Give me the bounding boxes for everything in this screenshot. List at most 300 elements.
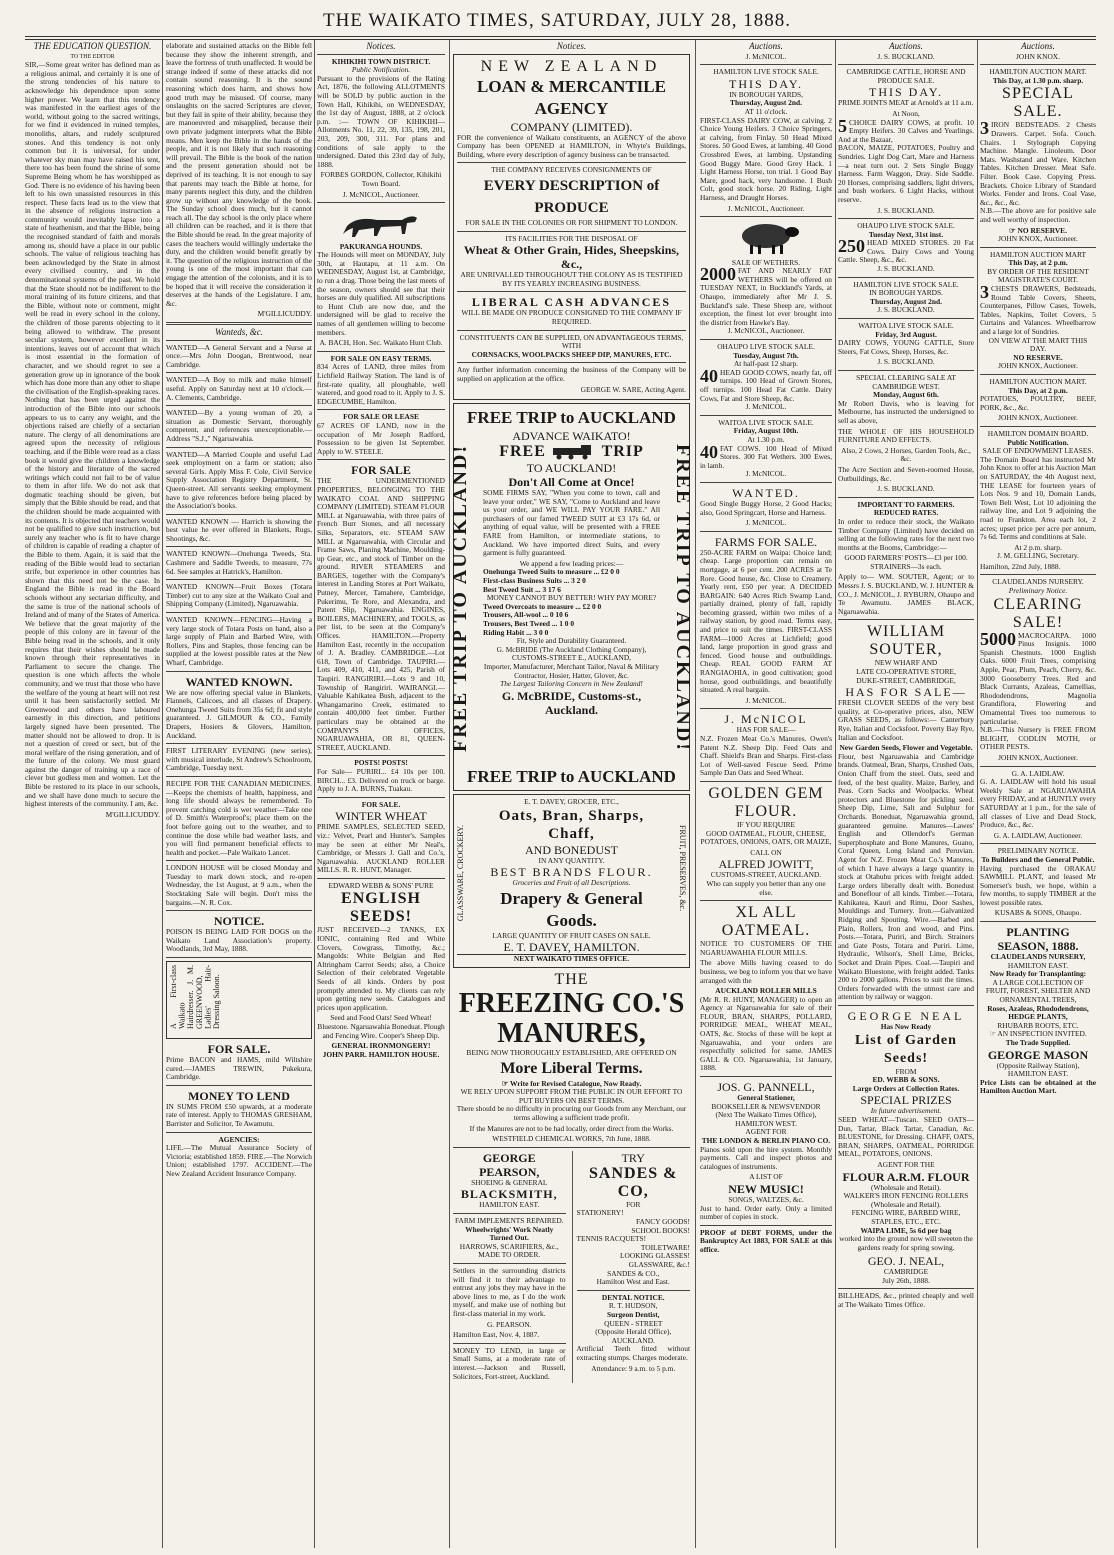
ad-heading: FLOUR A.R.M. FLOUR [842,1169,970,1184]
ad-hairdresser-text: A First-class Waikato Hairdresser. J. M. GREENWOOD, Ladies' Hair-Dressing Saloon. [169,965,221,1030]
ad-heading: EDWARD WEBB & SONS' PURE [328,880,434,890]
ad-signature: G. A. LAIDLAW, Auctioneer. [993,830,1083,840]
ad-wanted: WANTED—A Boy to milk and make himself useful. Apply on Saturday next at 10 o'clock.—A. Clements, Cambridge. [166,375,312,402]
ad-text: Has Now Ready [880,1022,932,1031]
ad-row [453,1151,690,1383]
ad-text: BY ORDER OF THE RESIDENT MAGISTRATE'S COURT. [987,266,1089,285]
ad-text: BEING NOW THOROUGHLY ESTABLISHED, ARE OFFERED ON [466,1048,677,1058]
ad-text: Thursday, August 2nd. [870,296,942,306]
ad-text: Seed and Food Oats! Seed Wheat! Bluestone. Ngaruawahia Boneduat. Plough and Fencing Wire. Cooper's Sheep Dip. [317,1013,445,1040]
article-continued: elaborate and sustained attacks on the Bible fell because they show the inherent strength, and leave the fortress of truth unaffected. It would be strange indeed if some of these attacks did not contain sound reasoning. It is the sound reasoning which does harm, and shows how good truth may be misused. Of course, many onslaughts on the sacred Scriptures are clever, but they fail in spite of their ability, because they are manoeuvred and misapplied, because their own private judgment interprets what the Bible means. Men keep the Bible in the hands of the people, and it is not likely that such reasoning will prevail. The Bible is the book of the nation and the present generation should not be deprived of its teaching. It is not enough to say that parents may teach the Bible at home, for many parents neglect this duty, and the children grow up without any knowledge of the book. The Sunday school does much, but it cannot reach all. The day school is the only place where all children can be reached, and it is there that the Bible should be read. In the great majority of cases the teachers would willingly undertake the duty, and the children would benefit greatly by it. The question of the religious instruction of the young is one of the most important that can engage the attention of the colonists, and it is to be hoped that it will receive the consideration it deserves at the hands of the Legislature. I am, &c. [166,41,312,308]
free-label: FREE [499,443,546,461]
ad-text: The Trade Supplied. [1005,1038,1071,1047]
ad-text: Large Orders at Collection Rates. [852,1083,960,1093]
ad-text: BOOKSELLER & NEWSVENDOR [711,1101,821,1111]
ad-number: 3 [980,282,989,303]
ad-signature: JOHN KNOX, Auctioneer. [998,234,1078,244]
ad-heading: FOR SALE. [361,799,401,809]
ad-text: PRIME JOINTS MEAT at Arnold's at 11 a.m. [838,98,974,108]
ad-text: FROM [895,1066,917,1076]
ad-signature: KUSABS & SONS, Ohaupo. [994,908,1082,918]
ad-heading: GEORGE MASON [987,1047,1089,1062]
ad-text: IF YOU REQUIRE [736,819,796,829]
ad-text: Wheelwrights' Work Neatly Turned Out. [465,1224,554,1243]
ad-heading: FOR SALE ON EASY TERMS. [330,353,432,363]
ad-text: At Noon, [892,108,920,118]
ad-stores [838,236,974,265]
ad-heading: KIHIKIHI TOWN DISTRICT. [331,56,431,66]
ad-text: 67 ACRES OF LAND, now in the occupation of Mr Joseph Radford, Possession to be given 1st September. Apply to W. STEELE. [317,420,445,456]
trip-label: TRIP [601,443,644,461]
train-icon [551,444,597,460]
ad-wanted: WANTED KNOWN—Fruit Boxes (Totara Timber) cut to any size at the Waikato Coal and Shipping Company (Limited), Ngaruawahia. [166,582,312,609]
column-notices-2 [449,41,694,1547]
section-heading: Notices. [556,41,587,51]
column-divider [449,40,450,1548]
ad-wanted: WANTED KNOWN—FENCING—Having a very large stock of Totara Posts on hand, also a large supply of Plain and Barbed Wire, with Rollers, Pins and Staples, those fencing can be supplied at the lowest possible rates at the New Wharf, Cambridge. [166,615,312,667]
ad-heading: LIBERAL CASH ADVANCES [471,295,672,310]
ad-text: SONGS, WALTZES, &c. [728,1194,804,1204]
ad-signature: GEORGE W. SARE, Acting Agent. [580,384,686,394]
ad-signature: J. McNICOL, Auctioneer. [342,189,420,199]
ad-text: FOR [626,1199,641,1209]
ad-heading-large: LOAN & MERCANTILE AGENCY [477,76,666,118]
ad-text: NO RESERVE. [1013,352,1063,362]
ad-heading: CLAUDELANDS NURSERY. [992,577,1084,587]
ad-number: 5000 [980,628,1016,649]
article-signature: M'GILLICUDDY. [257,309,312,319]
price-line: First-class Business Suits ... 3 2 0 [483,576,586,586]
ad-heading-large: EVERY DESCRIPTION of PRODUCE [483,177,660,216]
ad-heading-large: WINTER WHEAT [335,809,427,824]
ad-signature: JOHN PARR. HAMILTON HOUSE. [322,1049,440,1059]
ad-heading: NOTICE. [213,914,265,929]
ad-text: CAMBRIDGE [883,1267,929,1277]
ad-text: IN BOROUGH YARDS, [729,89,803,99]
ad-heading: FOR SALE OR LEASE [343,412,419,422]
ad-signature: J. McNICOL, Auctioneer. [727,203,805,213]
ad-signature: J. S. BUCKLAND. [877,264,935,274]
ad-heading-large: Drapery & General Goods. [500,888,643,930]
ad-heading: PLANTING SEASON, 1888. [997,925,1079,954]
ad-text: BILLHEADS, &c., printed cheaply and well at The Waikato Times Office. [838,1291,974,1310]
ad-text: PROOF of DEBT FORMS, under the Bankruptcy Act 1883, FOR SALE at this office. [700,1227,832,1254]
ad-text: DAIRY COWS, YOUNG CATTLE, Store Steers, Fat Cows, Sheep, Horses, &c. [838,338,974,356]
ad-side-text: FREE TRIP TO AUCKLAND! [449,444,471,753]
ad-item: LOOKING GLASSES! [619,1251,690,1261]
article-body: SIR,—Some great writer has defined man as a religious animal, and certainly it is one of the strong tendencies of his nature to acknowledge his dependence upon some higher power. We learn that this tendency was manifested in the earliest ages of the world, without going to the sacred writings, for we find it evidenced in ruined temples, monoliths, altars, and rudely sculptured stones. And this tendency is not only common but it is universal, for under whatever sky man may have raised his tent, there too has been found the shrine of some Supreme Being whom he has worshipped as God. There is no evidence of his having been left to his own unassisted resources in this respect. These facts lead us to the view that in the absence of religious instruction a community would inevitably lapse into a state of heathenism, and that the Bible, being the recognised standard of faith and morals among us, should have a place in our public schools. The value of religious teaching has been acknowledged by the State in almost every civilised country, and in the denominational systems of the past. We hold that the State should not be indifferent to the moral training of its future citizens, and that the Bible, without note or comment, might well be read in every school in the colony, the children of those parents objecting to it being allowed to withdraw. The present secular system, however excellent in its intentions, leaves out of account that which is most essential in the formation of character, and we should regret to see a generation grow up in ignorance of the book which has done more than any other to shape the civilisation of the English-speaking races. Nothing that has been urged against the introduction of the Bible into our schools appears to us to carry any weight, and the objections raised are chiefly of a sectarian nature. The clergy of all denominations are agreed upon the necessity of religious teaching, and if the Bible were read as a class book it would give the children a knowledge of the history and literature of the sacred writings which could not fail to be of value to them in after life. We do not ask that dogmatic teaching should be given, but simply that the Bible should be read, and that the children should be made acquainted with its contents. It is objected that teachers would not be qualified to give such instruction, but surely any teacher who is fit to have charge of children is capable of reading a chapter of the Bible to them. Again, it is said that the reading of the Bible would lead to sectarian strife, but experience in other countries has shown that this need not be the case. In England the Bible is read in the Board schools without any sectarian difficulty, and the same is true of the national schools of Ireland and of many of the States of America. We believe that the great majority of the people of this colony are in favour of the Bible being read in the schools, and it only requires that their wishes should be made known through their representatives in Parliament to secure the change. The question is one which affects the whole community, and we trust that those who have the welfare of the young at heart will not rest until it has been satisfactorily settled. Mr Greenwood and others have laboured earnestly in this direction, and petitions largely signed have been presented. The matter should not be allowed to drop. It is not a question of creed or sect, but of the moral welfare of the rising generation, and of the future of the colony. We must guard against the danger of training up a race of clever but godless men and women. Let the Bible be restored to its place in our schools, and we shall have done much to secure the highest interests of the community. I am, &c. [25,60,160,809]
masthead-title: THE WAIKATO TIMES, SATURDAY, JULY 28, 1888. [323,10,791,31]
masthead-rule [25,39,1096,40]
inspection-label: AN INSPECTION INVITED. [997,1029,1087,1039]
ad-heading: MONEY TO LEND [188,1088,290,1103]
ad-text: A LARGE COLLECTION OF [992,977,1084,987]
ad-text: HEAD MIXED STORES. 20 Fat Cows. Dairy Cows and Young Cattle. Sheep, &c., &c. [838,238,974,265]
ad-subheading: To Builders and the General Public. [981,854,1095,864]
ad-item: STATIONERY! [576,1208,624,1218]
ad-text: IN ANY QUANTITY. [538,855,605,865]
article-title: THE EDUCATION QUESTION. [33,41,152,51]
ad-item: SCHOOL BOOKS! [631,1225,690,1235]
ad-text: FIRST-CLASS DAIRY COW, at calving. 2 Choice Young Heifers. 3 Choice Springers, at calving, from Finlay. 50 Head Mixed Stores. 50 Good Ewes, at lambing. 40 Good Crossbred Ewes, at lambing. Upstanding Good Buggy Mare. Good Grey Hack. 1 Light Harness Horse, ton trial. 1 Good Bay Mare, good hack, very handsome. 1 Bush Colt, good stock horse. 20 Riding, Light Harness, and Draught Horses. [700,115,832,202]
ad-text: Importer, Manufacturer, Merchant Tailor, Naval & Military Contractor, Hosier, Hatter, Glover, &c. [483,661,660,680]
ad-heading-large: WILLIAM SOUTER, [866,623,946,659]
ad-text: Groceries and Fruit of all Descriptions. [512,878,631,888]
ad-text: At 1.30 p.m. [747,434,785,444]
ad-text: HAS FOR SALE— [736,725,796,735]
ad-text: RHUBARB ROOTS, ETC. [997,1020,1079,1030]
ad-subheading: Preliminary Notice. [1008,586,1068,596]
section-heading: Auctions. [749,41,783,51]
ad-text: The Domain Board has instructed Mr John Knox to offer at his Auction Mart on SATURDAY, the 4th August next, THE LEASE for fourteen years of Lots Nos. 9 and 10, Domain Lands, Town Belt West, Lot 10 adjoining the railway line, and Lot 9 adjoining the road to Frankton. Area each lot, 2 acres; upset price per acre per annum, 7s 6d. Terms and conditions at Sale. [980,454,1096,542]
ad-signature: J. S. BUCKLAND. [877,205,935,215]
ad-text: SOME FIRMS SAY, "When you come to town, call and leave your order," WE SAY, "Come to Auckland and leave us your order, and WE WILL PAY YOUR FARE." All purchasers of our famed TWEED SUIT at £3 17s 6d, or anything of equal value, will be presented with a FREE FARE from Hamilton, or intermediate stations, to Auckland. We have imported direct Suits, and every garment is fully guaranteed. [483,488,660,558]
ad-subheading: Public Notification. [1007,437,1069,447]
ad-text: WESTFIELD CHEMICAL WORKS, 7th June, 1888. [492,1134,651,1144]
ad-heading: OHAUPO LIVE STOCK SALE. [717,342,815,352]
ad-text: Thursday, August 2nd. [730,98,802,108]
ad-side-text: FREE TRIP TO AUCKLAND! [672,444,694,753]
ad-heading-large: FREEZING CO.'S MANURES, [458,988,685,1050]
ad-text: ITS FACILITIES FOR THE DISPOSAL OF [505,233,638,243]
ad-hairdresser [166,961,312,1039]
ad-text: Good Single Buggy Horse, 2 Good Hacks; also, Good Springcart, Horse and Harness. [700,498,832,517]
ad-subheading: BEST BRANDS FLOUR. [490,865,653,880]
ad-free-trip [449,403,694,791]
ad-heading: FARMS FOR SALE. [714,534,818,549]
ad-wanted: WANTED—A General Servant and a Nurse at once.—Mrs John Doogan, Brentwood, near Cambridge. [166,342,312,369]
ad-text: N.B.—The above are for positive sale and well worthy of inspection. [980,206,1096,224]
ad-heading: J. McNICOL [724,712,808,727]
column-notices-1 [317,42,445,1547]
column-divider [695,40,696,1548]
ad-text: In future advertisement. [870,1106,942,1116]
ad-text: Pursuant to the provisions of the Rating Act, 1876, the following ALLOTMENTS will be SOLD by public auction in the Town Hall, Kihikihi, on WEDNESDAY, the 1st day of August, 1888, at 2 o'clock p.m. :— TOWN OF KIHIKIHI—Allotments No. 11, 22, 39, 135, 198, 201, 203, 209, 300, 311. For plans and conditions of sale apply to the undersigned. Dated this 23rd day of July, 1888. [317,73,445,169]
ad-wethers [700,264,832,327]
ad-dairy [838,115,974,145]
column-divider [835,40,836,1548]
ad-signature: JOHN KNOX, Auctioneer. [998,361,1078,371]
ad-text: DUKE-STREET, CAMBRIDGE, [856,675,956,685]
ad-fat-cows [700,441,832,471]
ad-signature: JOHN KNOX, Auctioneer. [998,752,1078,762]
ad-pearson [453,1151,566,1383]
ad-subheading: TO AUCKLAND! [526,461,617,476]
ad-text: FENCING WIRE, BARBED WIRE, STAPLES, ETC., ETC. [851,1208,961,1226]
ad-signature: J. McNICOL. [745,695,787,705]
ad-signature: J. S. BUCKLAND. [877,305,935,315]
ad-text: At 2 p.m. sharp. [1014,542,1062,552]
ad-heading: THIS DAY. [868,85,943,100]
ad-heading: HAMILTON DOMAIN BOARD. [987,428,1089,438]
ad-text: FRESH CLOVER SEEDS of the very best quality, at Co-operative prices, also, NEW GRASS SEEDS, as follows:— Canterbury Rye, Italian and Cocksfoot. Poverty Bay Rye, Italian and Cocksfoot. [838,698,974,742]
ad-text: This Day, at 2 p.m. [1008,258,1068,268]
ad-text: Prime BACON and HAMS, mild Wiltshire cured.—JAMES TREWIN, Pukekura, Cambridge. [166,1055,312,1082]
ad-text: Apply to— WM. SOUTER, Agent; or to Messrs J. S. BUCKLAND, W. J. HUNTER & CO., J. McNICOL, J. RYBURN, Ohaupo and Te Awamutu. JAMES BLACK, Ngaruawahia. [838,572,974,616]
ad-text: IN SUMS FROM £50 upwards, at a moderate rate of interest. Apply to THOMAS GRESHAM, Barrister and Solicitor, Te Awamutu. [166,1101,312,1128]
ad-heading-large: Oats, Bran, Sharps, Chaff, [498,807,645,842]
ad-text: In order to reduce their stock, the Waikato Timber Company (Limited) have decided on selling at the following rates for the next two months at the Booms, Cambridge:— [838,516,974,552]
ad-heading: GENERAL IRONMONGERY! [331,1041,431,1051]
ad-heading: Don't All Come at Once! [508,475,635,490]
ad-heading-large: CLEARING SALE! [993,595,1083,631]
ad-heading-large: Wheat & Other Grain, Hides, Sheepskins, &c., [463,243,680,272]
column-education [25,42,160,1547]
section-heading: Wanteds, &c. [215,327,263,337]
ad-text: We append a few leading prices:— [519,558,624,568]
pointing-hand-icon: ☞ [501,1078,509,1088]
ad-text: This Day, at 2 p.m. [1008,385,1068,395]
ad-text: The Hounds will meet on MONDAY, July 30th, at Hautapu, at 11 a.m. On WEDNESDAY, August 1st, at Cambridge, to run a drag. Those being the last meets of the season, owners should see that their horses are duly qualified. All subscriptions to Hunt Club are now due, and the undersigned will be glad to receive the names of all gentlemen willing to become members. [317,250,445,337]
ad-text: (Opposite Herald Office), AUCKLAND. [595,1327,672,1345]
ad-text: MACROCARPA. 1000 Pinus Insignis. 1000 Spanish Chestnuts. 1000 English Oaks. 6000 Fruit Trees, comprising Apple, Pear, Plum, Peach, Cherry, &c. 3000 Gooseberry Trees. Red and Black Currants, Azaleas, Camellias, Rhododendrons, Magnolia Grandiflora, Flowering and Ornamental Trees too numerous to particularise. [980,630,1096,726]
ad-signature: A. BACH, Hon. Sec. Waikato Hunt Club. [319,338,443,348]
ad-heading: WAITOA LIVE STOCK SALE. [718,417,814,427]
ad-text: The Largest Tailoring Concern in New Zealand! [500,679,643,689]
ad-text: If the Manures are not to be had locally, order direct from the Works. [469,1123,674,1133]
ad-text: WAIPA LIME, 5s 6d per bag [860,1225,952,1235]
ad-heading: THE LONDON & BERLIN PIANO CO. [701,1136,831,1145]
ad-heading: G. A. LAIDLAW. [1011,768,1065,778]
ad-text: HARROWS, SCARIFIERS, &c., MADE TO ORDER. [459,1241,559,1260]
column-divider [314,40,315,1548]
ad-heading: PRELIMINARY NOTICE. [997,846,1079,856]
ad-text: AT 11 o'clock. [744,106,788,116]
ad-text: FARM IMPLEMENTS REPAIRED. [454,1216,564,1225]
column-divider [162,40,163,1548]
ad-text: NOTICE TO CUSTOMERS OF THE NGARUAWAHIA FLOUR MILLS. [700,939,832,957]
ad-signature: J. McNICOL, Auctioneer. [727,326,805,336]
ad-text: FRUIT, FOREST, SHELTER AND ORNAMENTAL TREES, [985,986,1091,1005]
ad-text: J. McNICOL. [745,51,787,61]
ad-signature: G. PEARSON. [486,1319,532,1329]
ad-text: Who can supply you better than any one else. [706,878,826,897]
ad-number: 40 [700,365,718,386]
ad-text: Hamilton West and East. [596,1277,670,1287]
ad-text: Artificial Teeth fitted without extracting stumps. Charges moderate. [576,1344,690,1362]
ad-heading: HAMILTON AUCTION MART. [989,377,1087,386]
ad-text: SALE OF ENDOWMENT LEASES. [982,446,1094,456]
ad-text: (Wholesale and Retail). [871,1182,941,1192]
ad-number: 5 [838,115,847,136]
ad-heading: SPECIAL PRIZES [860,1093,952,1108]
ad-heading: PAKURANGA HOUNDS. [339,241,423,251]
ad-text: July 26th, 1888. [882,1275,930,1285]
ad-signature: J. S. BUCKLAND. [877,357,935,367]
ad-text: Friday, August 10th. [733,426,799,436]
ad-text: LARGE QUANTITY OF FRUIT CASES ON SALE. [492,930,651,940]
ad-recipe: RECIPE FOR THE CANADIAN MEDICINES.—Keeps the chemists of health, happiness, and long life should always be remembered. To prevent catching cold is wet weather—Take one of D. Smith's Waterproof's; place them on the foot before going out to the weather, and to continue the dose while bad weather lasts, and you will find permanent beneficial effects to health and pocket.—Pale Waikato Lancet. [166,778,312,857]
ad-text: This Day, at 1.30 p.m. sharp. [992,75,1084,85]
ad-number: 2000 [700,264,736,285]
ad-heading: THIS DAY. [728,76,803,91]
ad-signature: J. McNICOL. [745,518,787,528]
article-signature: M'GILLICUDDY. [105,809,160,819]
ad-signature: J. M. GELLING, Secretary. [997,551,1079,561]
ad-heading: SALE OF WETHERS. [731,257,801,267]
ad-heading: JOS. G. PANNELL, [717,1080,815,1095]
ad-item: GLASSWARE, &c.! [628,1259,690,1269]
ad-text: Surgeon Dentist, [606,1309,660,1319]
ad-text: HEAD GOOD COWS, nearly fat, off turnips. 100 Head of Grown Stores, off turnips. 100 Head Fat Cattle. Dairy Cows, Fat and Store Sheep, &c. [700,367,832,403]
ad-loan-agency [453,54,690,401]
ad-heading: NEW ZEALAND [480,57,663,75]
ad-text: 834 Acres of LAND, three miles from Lichfield Railway Station. The land is of first-rate quality, all ploughable, well watered, and good road to it. Apply to J. S. EDGECUMBE, Hamilton. [317,362,445,406]
ad-text: Having purchased the ORAKAU SAWMILL PLANT, and leased Mr Somerset's bush, we hope, within a few months, to supply TIMBER at the lowest possible rates. [980,863,1096,907]
ad-heading [483,443,660,461]
ad-heading-large: List of Garden Seeds! [855,1032,957,1066]
ad-text: SANDES & CO., [607,1268,660,1278]
ad-text: G. McBRIDE (The Auckland Clothing Company), CUSTOMS-STREET E., AUCKLAND, [496,644,647,663]
ad-text: (Next The Waikato Times Office), [715,1110,817,1120]
ad-text: The above Mills having ceased to do business, we beg to inform you that we have arranged with the [700,958,832,985]
ad-subheading: E. T. DAVEY, HAMILTON. [503,940,640,955]
ad-heading: DENTAL NOTICE. [601,1292,665,1302]
ad-text: Settlers in the surrounding districts will find it to their advantage to entrust any jobs they may have in the above lines to me, as I do the work myself, and make use of nothing but first-class material in my work. [453,1265,566,1318]
ad-text: worked into the ground now will sweeten the gardens ready for spring sowing. [839,1234,973,1252]
ad-davey [453,794,690,968]
ad-heading: HAS FOR SALE— [845,685,967,700]
ad-text: There should be no difficulty in procuring our Goods from any Merchant, our terms allowing a sufficient trade profit. [456,1104,687,1123]
ad-sandes [572,1151,690,1383]
column-auctions-1 [700,42,832,1547]
price-line: Tweed Overcoats to measure ... £2 0 0 [483,601,602,611]
column-divider [977,40,978,1548]
ad-text: Flour, best Ngaruawahia and Cambridge brands. Oatmeal, Bran, Sharps, Crushed Oats, Onion Chaff from the steel. Oats, seed and feed, of the best quality. Maize, Barley, and Peas. Corn Sacks and Woolpacks. Wheat protectors and Bluestone for pickling seed. Sheep Dip, Lime, Salt and Sulphur for Orchards. Boneduat, Ngaruawahia ground, guaranteed genuine. Manures—Lawes' English and Ollendorf's German Superphosphate and Bone Manures, Guano, Coral Queen, Long Island and Peruvian. Agent for N.Z. Frozen Meat Co.'s Manures, of which I have always a large quantity in stock at Otahuhu prices with freight added. Large orders liberally dealt with. Bonedust and Boneflour of all kinds. Timber.—Totara, Kahikatea, Kauri and Rimu, Door Sashes, Mouldings and Turnery. Iron.—Galvanized Ridging and Spouting. Wire.—Barbed and Plain, Rollers, Iron and wood, and Pins. Posts.—Totara, Puriri, and Birch. Strainers and Gate Posts, Totara and Puriri. Lime, Hydraulic, Wilson's, Shell Lime, Bricks, Socket and Drain Pipes. Coal.—Taupiri and Waikato Bluestone, with freight added. Tanks 200 to 2000 gallons. Prices to suit the times. Orders forwarded with the utmost care and attention by railway or waggon. [838,751,974,1002]
ad-text: IN BOROUGH YARDS. [869,288,943,298]
ad-heading: ALFRED JOWITT, [718,857,814,872]
ad-text: MONEY TO LEND, in large or Small Sums, at a moderate rate of interest.—Jackson and Russell, Solicitors, Fort-street, Auckland. [453,1345,566,1381]
ad-item: TOILETWARE! [640,1242,690,1252]
ad-wanted: WANTED KNOWN — Harrich is showing the best value he ever offered in Blankets, Rugs, Shootings, &c. [166,516,312,543]
ad-item: FANCY GOODS! [636,1217,690,1226]
ad-item: TENNIS RACQUETS! [576,1234,647,1244]
ad-text: R. T. HUDSON, [608,1301,658,1311]
ad-heading: FOR SALE. [207,1042,271,1057]
ad-text: Price Lists can be obtained at the Hamilton Auction Mart. [980,1077,1096,1096]
ad-heading: GEORGE PEARSON, [479,1150,540,1179]
ad-heading: CLAUDELANDS NURSERY, [990,952,1086,962]
ad-heading: IMPORTANT TO FARMERS. [857,499,955,509]
ad-text: ON VIEW AT THE MART THIS DAY. [988,335,1088,354]
masthead-rule [25,36,1096,37]
ad-text: Any further information concerning the business of the Company will be supplied on application at the office. [457,365,686,383]
write-catalogue: Write for Revised Catalogue, Now Ready. [510,1078,642,1088]
ad-london-house: LONDON HOUSE will be closed Monday and Tuesday to mark down stock, and re-open Wednesday, the 1st August, at 9 a.m., when the Stocktaking Sale will begin. Don't miss the bargains.—N. R. Cox. [166,863,312,907]
ad-wanted: WANTED—A Married Couple and useful Lad seek employment on a farm or station; also several Girls. Apply Miss F. Cole, Civil Service Supply Association Registry Department, St. Queen-street. All servants seeking employment have to give references before being placed by the Association's books. [166,449,312,511]
ad-heading: CAMBRIDGE CATTLE, HORSE AND PRODUCE SALE. [846,67,966,85]
ad-text: N.B.—This Nursery is FREE FROM BLIGHT, CODLIN MOTH, or OTHER PESTS. [980,725,1096,752]
ad-text: CONSTITUENTS CAN BE SUPPLIED, ON ADVANTAGEOUS TERMS, WITH [459,332,684,351]
pointing-hand-icon: ☞ [1009,225,1018,235]
ad-text: We are now offering special value in Blankets, Flannels, Calicoes, and all classes of Drapery. Onehunga Tweed Suits from 35s 6d; fit and style guaranteed. J. GILMOUR & CO., Family Drapers, Hosiers & Glovers, Hamilton, Auckland. [166,687,312,740]
ad-heading-large: SPECIAL SALE. [1002,85,1074,121]
ad-text: NEW WHARF AND [874,658,938,668]
ad-text: QUEEN - STREET [604,1318,663,1328]
ad-text: Friday, 3rd August. [875,329,937,339]
ad-subheading: COMPANY (LIMITED). [510,119,633,134]
ad-text: Mr Robert Davis, who is leaving for Melbourne, has instructed the undersigned to sell as above, [838,398,974,425]
ad-cows [700,365,832,403]
ad-heading-large: FREE TRIP to AUCKLAND [467,767,676,787]
ad-text: IRON BEDSTEADS. 2 Chests Drawers. Carpet. Sofa. Couch. Chairs. 1 Stylograph Copying Machine. Mangle. Linoleum. Door Mats. Washstand and Ware. Kitchen Tables. Kitchen Dresser. Meat Safe. Filter. Book Case. Copying Press. Brackets. Choice Library of Standard Works. Fender and Irons. Coal Vase, &c., &c., &c. [980,120,1096,207]
ad-text: GOOD OATMEAL, FLOUR, CHEESE, POTATOES, ONIONS, OATS, OR MAIZE, [700,828,832,847]
ad-literary: FIRST LITERARY EVENING (new series), with musical interlude, St Andrew's Schoolroom, Cambridge, Tuesday next. [166,746,312,773]
ad-chests [980,282,1096,337]
ad-heading: GEORGE NEAL [847,1009,965,1023]
ad-heading: HAMILTON LIVE STOCK SALE. [713,67,819,77]
price-line: Best Tweed Suit ... 3 17 6 [483,584,561,594]
ad-text: Just to hand. Order early. Only a limited number of copies in stock. [700,1203,832,1222]
ad-wanted: WANTED—By a young woman of 20, a situation as Domestic Servant, thoroughly competent, and references unexceptionable.—Address "S.J.," Ngaruawahia. [166,408,312,443]
article-to: TO THE EDITOR [70,53,115,60]
column-auctions-2 [838,42,974,1547]
ad-text: J. S. BUCKLAND. [877,51,935,61]
ad-subheading: ADVANCE WAIKATO! [512,429,631,444]
ad-text: THE WHOLE OF HIS HOUSEHOLD FURNITURE AND EFFECTS. [838,426,974,445]
ad-text: ED. WEBB & SONS. [872,1075,940,1085]
ad-text: ARE UNRIVALLED THROUGHOUT THE COLONY AS IS TESTIFIED BY ITS YEARLY INCREASING BUSINESS. [460,270,683,288]
column-wanteds [166,42,312,1547]
ad-number: 250 [838,236,865,257]
ad-text: LATE CO-OPERATIVE STORE, [856,667,956,677]
ad-heading: HAMILTON AUCTION MART [989,249,1087,259]
section-heading: Auctions. [889,41,923,51]
ad-heading-large: FREE TRIP to AUCKLAND [467,408,676,428]
ad-heading: FOR SALE [351,463,411,478]
sheep-icon [700,220,832,256]
ad-poison: POISON IS BEING LAID FOR DOGS on the Waikato Land Association's property. Woodlands, 3rd May, 1888. [166,927,312,954]
ad-heading-large: GOLDEN GEM FLOUR. [708,784,824,820]
ad-number: 3 [980,118,989,139]
section-heading: Notices. [366,41,396,51]
ad-text: CHOICE DAIRY COWS, at profit. 10 Empty Heifers. 30 Calves and Yearlings. And at the Bazaar, [838,117,974,144]
ad-text: (Opposite Railway Station), HAMILTON EAST. [996,1060,1080,1079]
ad-text: AGENT FOR THE [877,1159,935,1169]
hound-icon [317,206,445,240]
ad-heading: SPECIAL CLEARING SALE AT CAMBRIDGE WEST. [856,373,956,391]
ad-signature: J. McNICOL. [745,469,787,479]
ad-signature: J. McNICOL. [745,402,787,412]
ad-text: FOR SALE IN THE COLONIES OR FOR SHIPMENT TO LONDON. [465,217,678,227]
column-auctions-3 [980,42,1096,1547]
ad-heading: HAMILTON AUCTION MART. [989,67,1087,77]
ad-text: CUSTOMS-STREET, AUCKLAND. [710,870,822,880]
ad-heading: BLACKSMITH, [460,1187,558,1202]
ad-text: N.Z. Frozen Meat Co.'s Manures. Owen's Patent N.Z. Sheep Dip. Feed Oats and Chaff. Shield's Bran and Sharps. First-class Lot of Well-saved Fescue Seed. Prime Sample Dan Oats and Seed Wheat. [700,734,832,778]
ad-text: FOR the convenience of Waikato constituents, an AGENCY of the above Company has been OPENED at HAMILTON, in Whyte's Buildings, Building, where every description of agency business can be transacted. [457,132,686,159]
ad-heading: AUCKLAND ROLLER MILLS [715,986,817,996]
ad-text: HAMILTON EAST. [1007,960,1069,970]
ad-text: FAT COWS. 100 Head of Mixed Stores. 300 Fat Wethers. 300 Ewes, in lamb. [700,443,832,470]
ad-text: FAT AND NEARLY FAT WETHERS will be offered on TUESDAY NEXT, in Buckland's Yards, at Ohaupo, immediately after Mr J. S. Buckland's sale. These Sheep are, without exception, the finest lot ever brought into the district from Hawke's Bay. [700,266,832,327]
ad-text: Hamilton East, Nov. 4, 1887. [453,1330,540,1340]
ad-text: LIFE.—The Mutual Assurance Society of Victoria; established 1859. FIRE.—The Norwich Union; established 1797. ACCIDENT.—The New Zealand Accident Insurance Company. [166,1143,312,1178]
ad-heading: WAITOA LIVE STOCK SALE. [858,321,954,331]
ad-text: General Stationer, [737,1093,795,1103]
ad-text: WALKER'S IRON FENCING ROLLERS [843,1191,969,1201]
ad-text: (Mr R. R. HUNT, MANAGER) to open an Agency at Ngaruawahia for sale of their FLOUR, BRAN, SHARPS, POLLARD, PORRIDGE MEAL, WHEAT MEAL, OATS, &c. Stocks of these will be kept at Ngaruawahia, and your orders are respectfully solicited for same. JAMES GALL & CO. Ngaruawahia, 1st January, 1888. [700,994,832,1073]
ad-text: NEXT WAIKATO TIMES OFFICE. [457,954,686,964]
ad-subheading: REDUCED RATES. [873,508,939,518]
ad-subheading: Public Notification. [351,65,411,75]
ad-signature: FORBES GORDON, Collector, Kihikihi Town Board. [320,170,442,188]
ad-text: Fit, Style and Durability Guaranteed. [516,636,627,646]
ad-text: For Sale— PURIRI... £4 10s per 100. BIRCH... £3. Delivered on truck or barge. Apply to J. A. BURNS, Tuakau. [317,766,445,794]
ad-text: Tuesday Next, 31st inst. [868,229,944,239]
ad-text: Tuesday, August 7th. [733,350,799,360]
ad-text: SEED WHEAT—Tuscan. SEED OATS—Dun, Tartar, Black Tartar, Canadian, &c. BLUESTONE, for Dressing. CHAFF, OATS, BRAN, SHARPS, OATMEAL, PORRIDGE MEAL, POTATOES, ONIONS. [838,1114,974,1159]
